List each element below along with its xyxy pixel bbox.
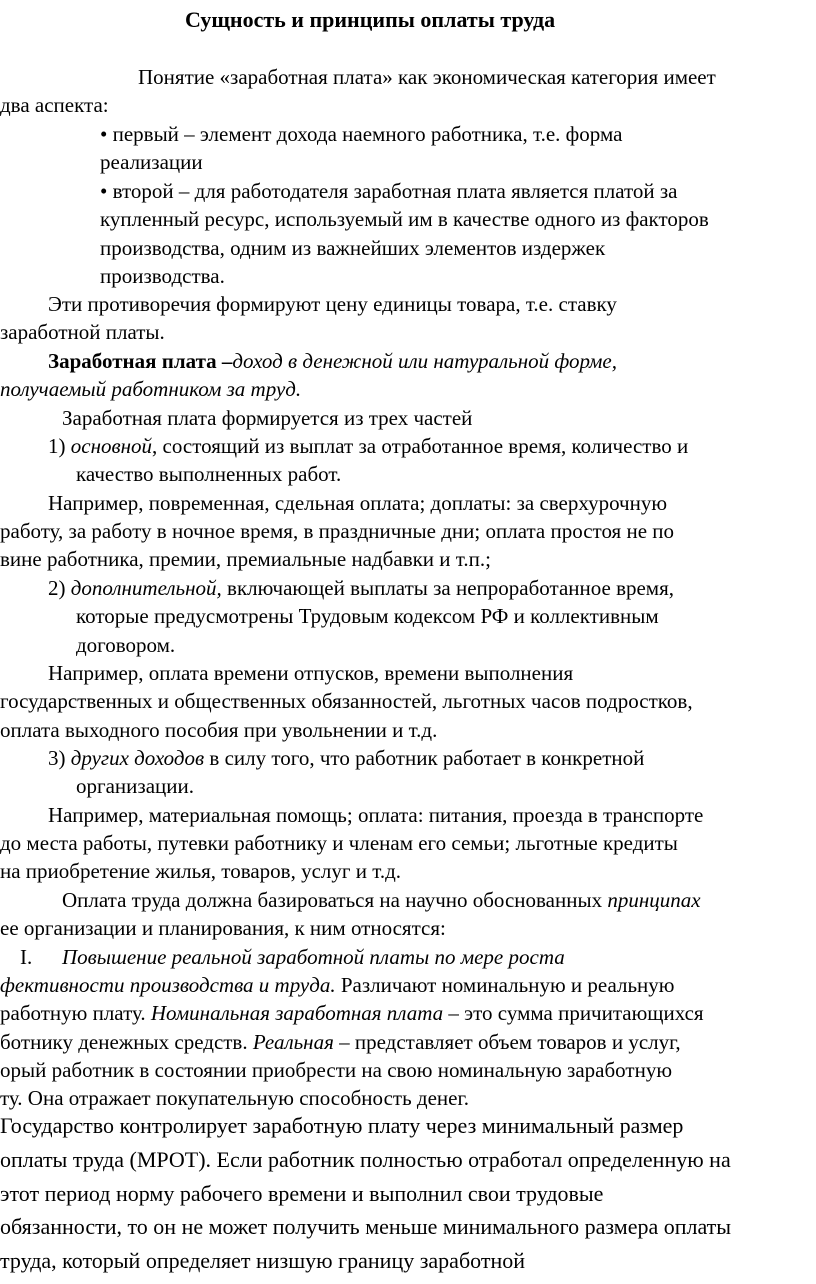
paragraph-line: оплата выходного пособия при увольнении и т.д. [0,718,438,742]
emphasis-text: принципах [607,888,701,912]
paragraph-line: вине работника, премии, премиальные надбавки и т.п.; [0,547,491,571]
list-item-line: 2) дополнительной, включающей выплаты за непроработанное время, [48,576,675,600]
definition-line [48,348,617,375]
list-item-term: основной [70,434,153,458]
definition-line: получаемый работником за труд. [0,377,302,401]
paragraph-line: заработной платы. [0,320,165,344]
definition-term: Заработная плата – [48,349,233,373]
paragraph-line: ботнику денежных средств. Реальная – представляет объем товаров и услуг, [0,1030,681,1054]
bullet-item-line: производства. [100,264,225,288]
paragraph-line: труда, который определяет низшую границу заработной [0,1248,526,1273]
paragraph-line: работу, за работу в ночное время, в праздничные дни; оплата простоя не по [0,519,675,543]
paragraph-line: Понятие «заработная плата» как экономическая категория имеет [138,65,716,89]
paragraph-line: ту. Она отражает покупательную способность денег. [0,1086,469,1110]
list-item-term: дополнительной, [70,576,222,600]
paragraph-line: фективности производства и труда. Различают номинальную и реальную [0,973,675,997]
paragraph-line: работную плату. Номинальная заработная плата – это сумма причитающихся [0,1001,704,1025]
paragraph-line: Например, повременная, сдельная оплата; доплаты: за сверхурочную [48,491,668,515]
paragraph-line: Заработная плата формируется из трех частей [62,406,473,430]
list-item-line: договором. [76,633,176,657]
paragraph-line: на приобретение жилья, товаров, услуг и т.д. [0,859,402,883]
list-item-line: организации. [76,774,194,798]
paragraph-line: ее организации и планирования, к ним относятся: [0,916,446,940]
paragraph-line: Государство контролирует заработную плату через минимальный размер [0,1113,684,1138]
bullet-item-line: • первый – элемент дохода наемного работника, т.е. форма [100,122,623,146]
list-item-line: качество выполненных работ. [76,462,342,486]
bullet-item-line: реализации [100,150,203,174]
list-item-line: которые предусмотрены Трудовым кодексом РФ и коллективным [76,604,659,628]
principle-number: I. [20,945,33,969]
paragraph-line: Эти противоречия формируют цену единицы товара, т.е. ставку [48,292,617,316]
page-title: Сущность и принципы оплаты труда [185,7,556,32]
paragraph-line: этот период норму рабочего времени и выполнил свои трудовые [0,1181,604,1206]
principle-heading: Повышение реальной заработной платы по мере роста [62,945,565,969]
paragraph-line: Оплата труда должна базироваться на научно обоснованных принципах [62,888,701,912]
bullet-item-line: производства, одним из важнейших элементов издержек [100,236,606,260]
paragraph-line: обязанности, то он не может получить меньше минимального размера оплаты [0,1214,732,1239]
paragraph-line: Например, материальная помощь; оплата: питания, проезда в транспорте [48,803,704,827]
list-item-line: 1) основной, состоящий из выплат за отработанное время, количество и [48,434,689,458]
definition-text: доход в денежной или натуральной форме, [232,349,617,373]
paragraph-line: государственных и общественных обязанностей, льготных часов подростков, [0,689,693,713]
paragraph-line: Например, оплата времени отпусков, времени выполнения [48,661,574,685]
paragraph-line: до места работы, путевки работнику и членам его семьи; льготные кредиты [0,831,678,855]
bullet-item-line: • второй – для работодателя заработная плата является платой за [100,179,678,203]
bullet-item-line: купленный ресурс, используемый им в качестве одного из факторов [100,207,709,231]
list-item-term: других доходов [70,746,205,770]
paragraph-line: два аспекта: [0,93,109,117]
paragraph-line: орый работник в состоянии приобрести на свою номинальную заработную [0,1058,673,1082]
paragraph-line: оплаты труда (МРОТ). Если работник полностью отработал определенную на [0,1147,731,1172]
list-item-line: 3) других доходов в силу того, что работник работает в конкретной [48,746,645,770]
